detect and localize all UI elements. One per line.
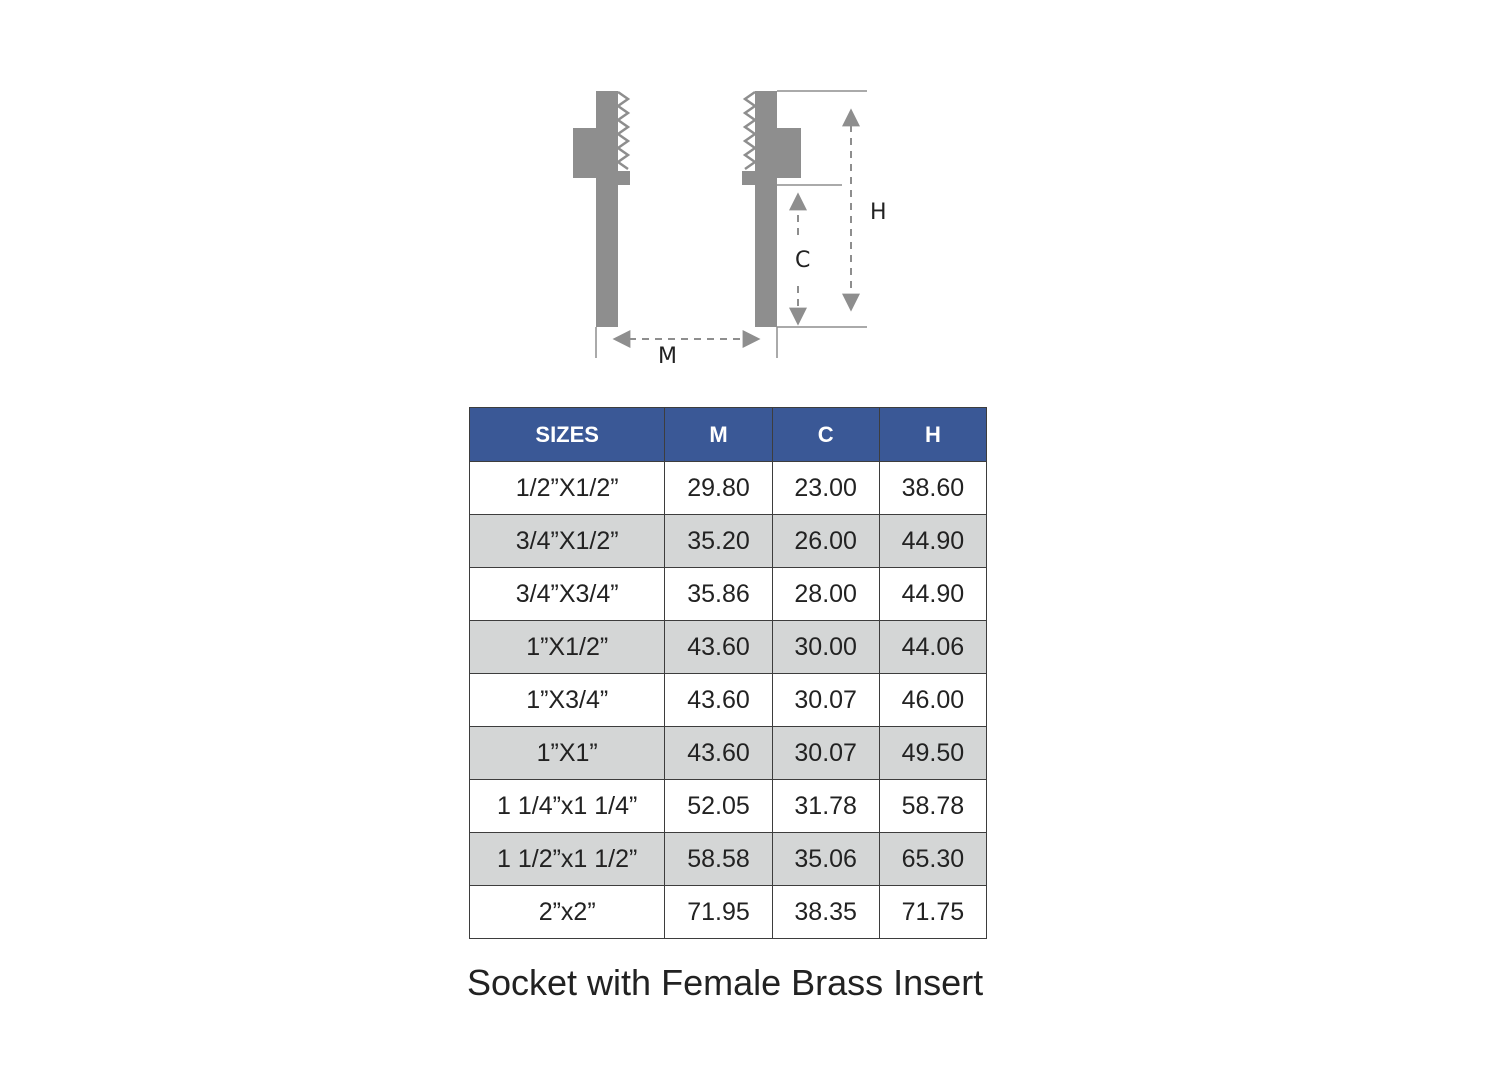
cell-size: 2”x2” xyxy=(470,886,665,939)
cell-size: 1”X1/2” xyxy=(470,621,665,674)
cell-h: 38.60 xyxy=(879,462,986,515)
cell-m: 29.80 xyxy=(665,462,772,515)
cell-m: 43.60 xyxy=(665,727,772,780)
cell-m: 58.58 xyxy=(665,833,772,886)
cell-h: 46.00 xyxy=(879,674,986,727)
cell-c: 38.35 xyxy=(772,886,879,939)
cell-m: 43.60 xyxy=(665,621,772,674)
header-h: H xyxy=(879,408,986,462)
cell-m: 35.20 xyxy=(665,515,772,568)
cell-c: 30.07 xyxy=(772,674,879,727)
right-thread-icon xyxy=(745,92,755,169)
table-row xyxy=(470,674,987,727)
cell-c: 31.78 xyxy=(772,780,879,833)
table-row xyxy=(470,727,987,780)
table-row xyxy=(470,886,987,939)
table-row xyxy=(470,462,987,515)
cell-h: 44.06 xyxy=(879,621,986,674)
dimensions-table xyxy=(469,407,987,939)
extension-lines xyxy=(596,91,867,358)
cell-c: 30.07 xyxy=(772,727,879,780)
left-thread-icon xyxy=(618,92,628,169)
cell-m: 43.60 xyxy=(665,674,772,727)
cell-c: 30.00 xyxy=(772,621,879,674)
table-header-row xyxy=(470,408,987,462)
table-row xyxy=(470,621,987,674)
header-m: M xyxy=(665,408,772,462)
cell-h: 65.30 xyxy=(879,833,986,886)
table-row xyxy=(470,568,987,621)
table-row xyxy=(470,515,987,568)
m-dimension-label: M xyxy=(658,344,677,369)
cell-h: 44.90 xyxy=(879,568,986,621)
product-caption: Socket with Female Brass Insert xyxy=(467,962,984,1003)
cell-c: 23.00 xyxy=(772,462,879,515)
cell-size: 3/4”X3/4” xyxy=(470,568,665,621)
cell-m: 52.05 xyxy=(665,780,772,833)
cell-size: 1/2”X1/2” xyxy=(470,462,665,515)
header-c: C xyxy=(772,408,879,462)
c-dimension-label: C xyxy=(795,248,811,273)
header-sizes: SIZES xyxy=(470,408,665,462)
cell-size: 1”X1” xyxy=(470,727,665,780)
cell-size: 1”X3/4” xyxy=(470,674,665,727)
cell-m: 35.86 xyxy=(665,568,772,621)
cell-m: 71.95 xyxy=(665,886,772,939)
cell-c: 28.00 xyxy=(772,568,879,621)
table-row xyxy=(470,833,987,886)
cell-size: 3/4”X1/2” xyxy=(470,515,665,568)
table-row xyxy=(470,780,987,833)
cell-size: 1 1/2”x1 1/2” xyxy=(470,833,665,886)
cell-c: 26.00 xyxy=(772,515,879,568)
cell-c: 35.06 xyxy=(772,833,879,886)
cell-h: 58.78 xyxy=(879,780,986,833)
right-socket-wall xyxy=(742,91,801,327)
cell-h: 44.90 xyxy=(879,515,986,568)
socket-dimension-diagram xyxy=(0,0,1500,400)
cell-size: 1 1/4”x1 1/4” xyxy=(470,780,665,833)
left-socket-wall xyxy=(573,91,630,327)
h-dimension-label: H xyxy=(870,200,887,225)
cell-h: 49.50 xyxy=(879,727,986,780)
cell-h: 71.75 xyxy=(879,886,986,939)
